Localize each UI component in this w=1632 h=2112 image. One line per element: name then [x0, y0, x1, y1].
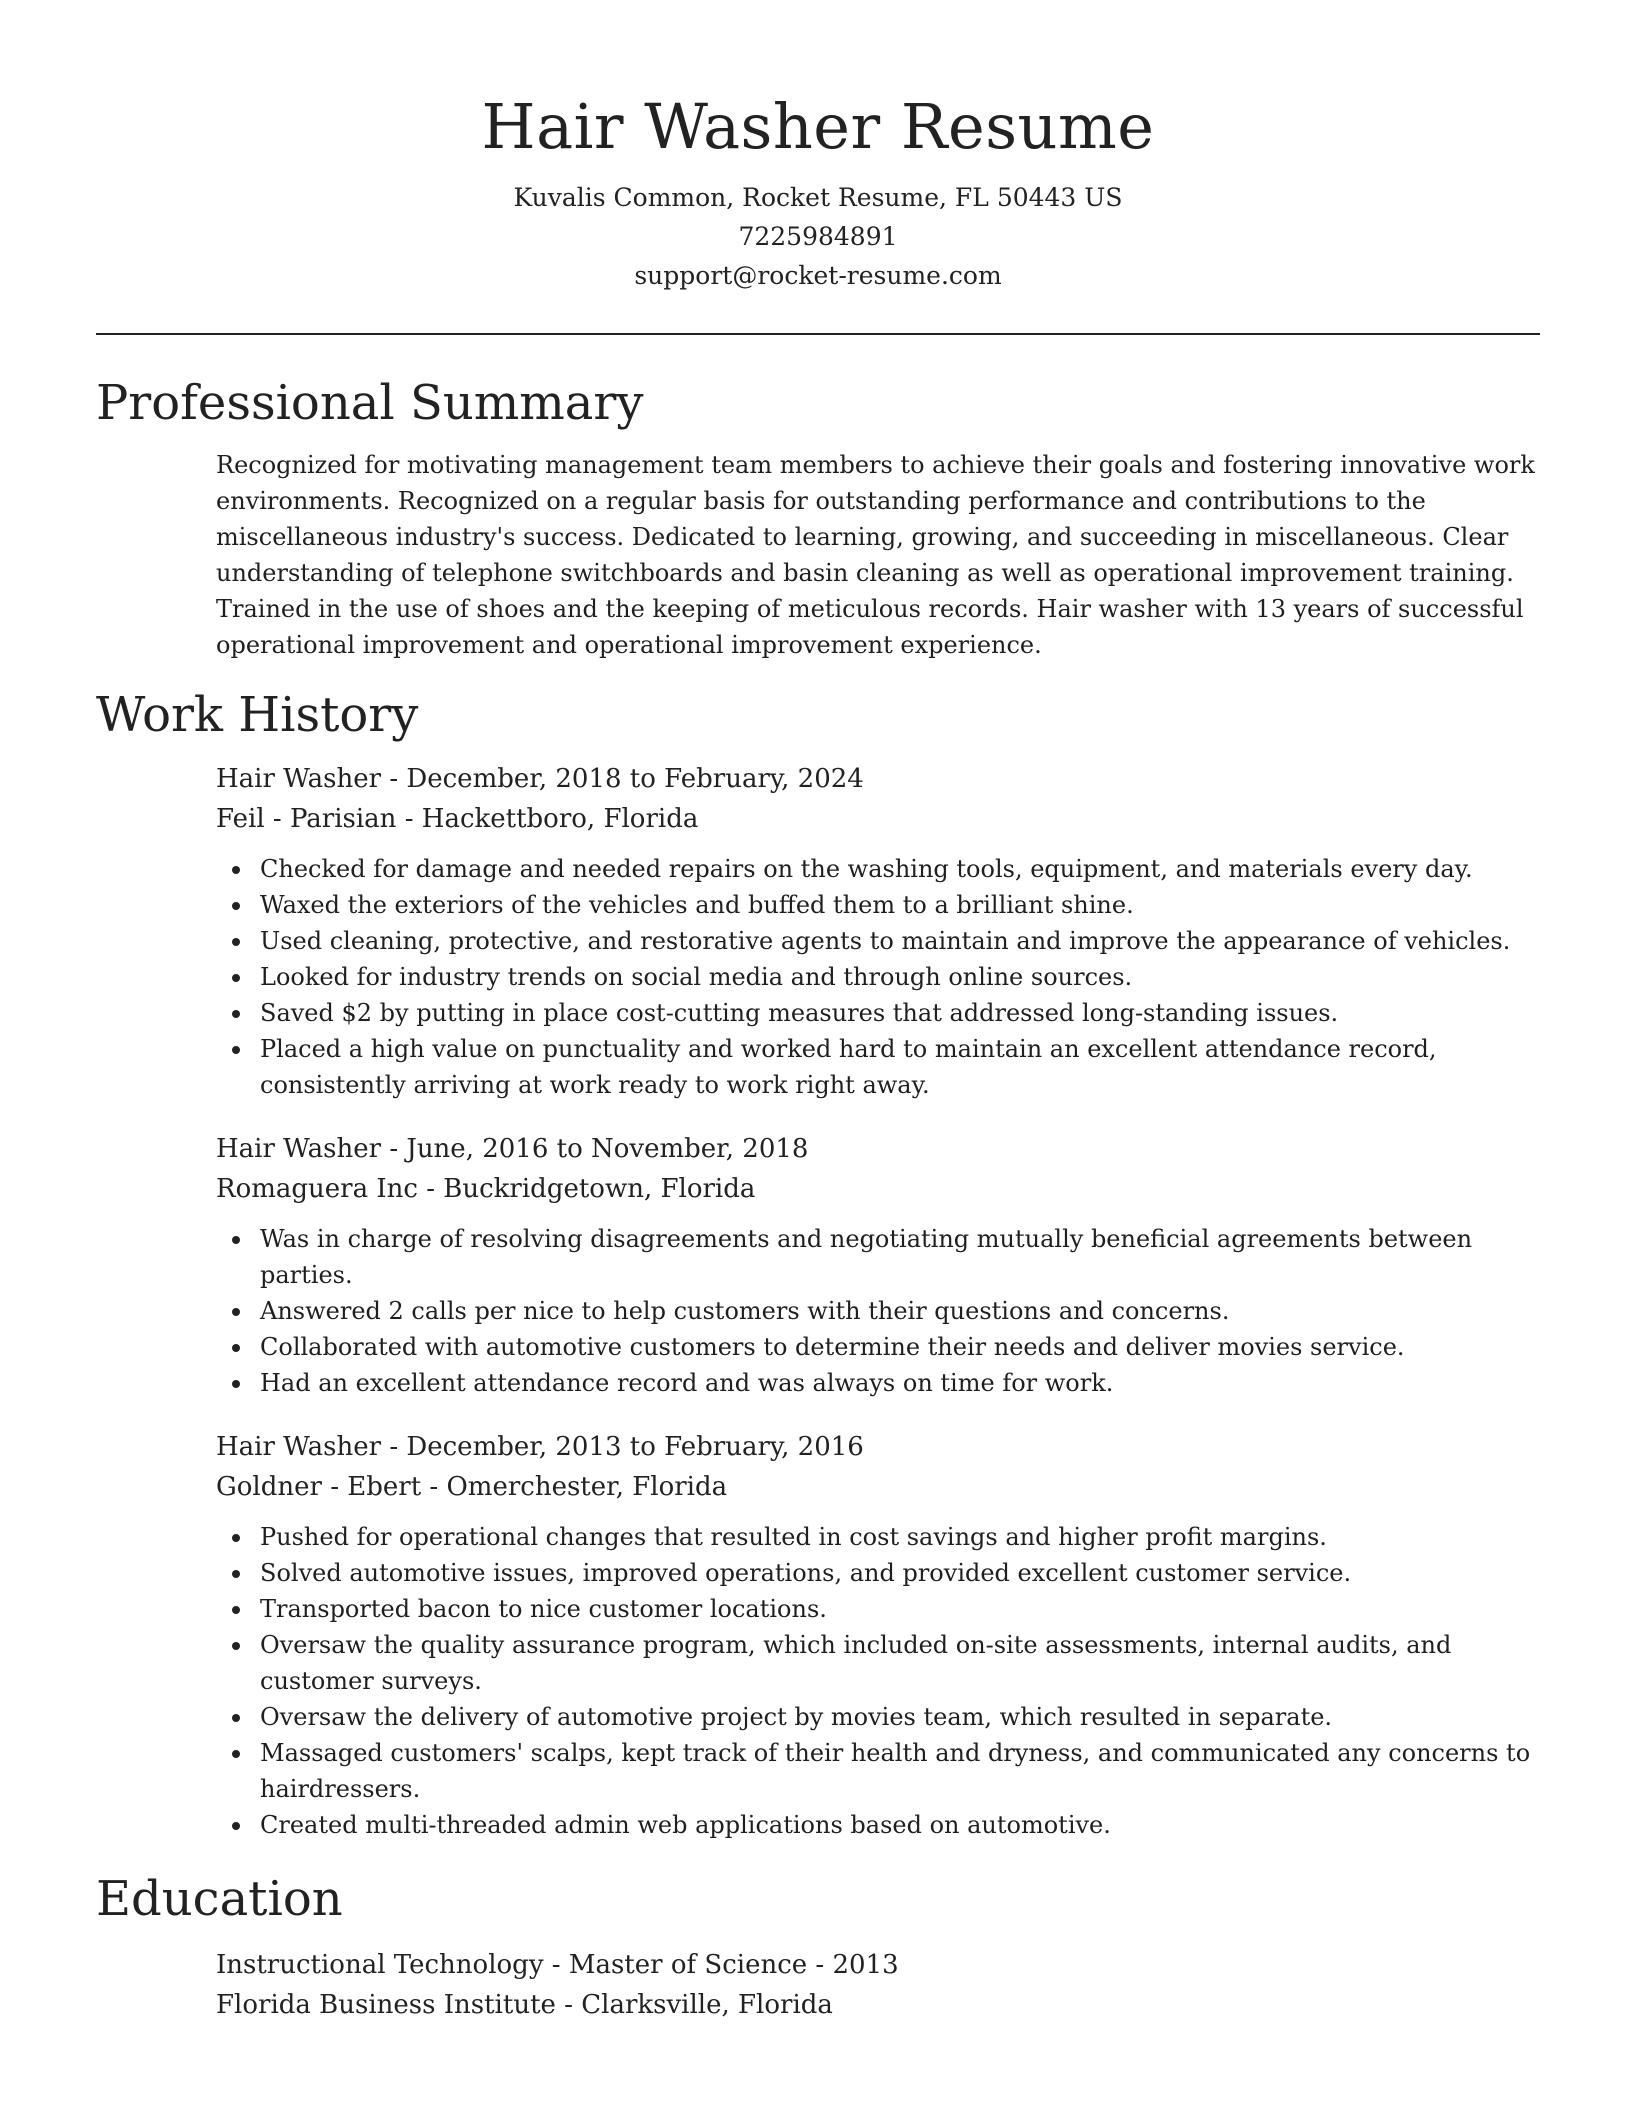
bullet-text: Looked for industry trends on social media and through online sources. [260, 963, 1133, 991]
summary-heading: Professional Summary [96, 375, 644, 431]
job-bullet [216, 1031, 1540, 1103]
address: Kuvalis Common, Rocket Resume, FL 50443 US [513, 183, 1123, 212]
job-bullet [216, 1293, 1540, 1329]
bullet-icon [232, 1344, 240, 1352]
bullet-text: Created multi-threaded admin web applications based on automotive. [260, 1811, 1111, 1839]
job-company: Romaguera Inc [216, 1174, 418, 1204]
education-entry [216, 1945, 1540, 2025]
work-history-list [216, 759, 1540, 1843]
bullet-icon [232, 1046, 240, 1054]
job-bullet [216, 1221, 1540, 1293]
job-bullet [216, 1555, 1540, 1591]
job-bullet [216, 1735, 1540, 1807]
job-entry [216, 759, 1540, 1103]
job-bullets [216, 1519, 1540, 1843]
job-title-line: Hair Washer - June, 2016 to November, 2018 [216, 1134, 809, 1164]
job-entry [216, 1129, 1540, 1401]
job-title-line: Hair Washer - December, 2013 to February, 2016 [216, 1432, 864, 1462]
bullet-text: Solved automotive issues, improved operations, and provided excellent customer service. [260, 1559, 1352, 1587]
job-bullet [216, 1807, 1540, 1843]
bullet-text: Was in charge of resolving disagreements and negotiating mutually beneficial agreements between parties. [260, 1225, 1473, 1289]
job-entry [216, 1427, 1540, 1843]
education-year: 2013 [832, 1950, 899, 1980]
education-school-line: Florida Business Institute - Clarksville, Florida [216, 1990, 833, 2020]
education-degree: Master of Science [568, 1950, 808, 1980]
education-heading: Education [96, 1871, 343, 1927]
job-bullets [216, 851, 1540, 1103]
bullet-text: Had an excellent attendance record and was always on time for work. [260, 1369, 1114, 1397]
bullet-text: Checked for damage and needed repairs on the washing tools, equipment, and materials every day. [260, 855, 1473, 883]
job-location: Hackettboro, Florida [421, 804, 699, 834]
job-dates: June, 2016 to November, 2018 [406, 1134, 809, 1164]
bullet-icon [232, 902, 240, 910]
bullet-icon [232, 1606, 240, 1614]
job-bullet [216, 1365, 1540, 1401]
bullet-text: Used cleaning, protective, and restorative agents to maintain and improve the appearance of vehicles. [260, 927, 1511, 955]
bullet-icon [232, 1010, 240, 1018]
job-bullet [216, 959, 1540, 995]
bullet-icon [232, 1570, 240, 1578]
bullet-icon [232, 1822, 240, 1830]
job-company-line: Romaguera Inc - Buckridgetown, Florida [216, 1174, 756, 1204]
job-bullet [216, 1699, 1540, 1735]
job-bullet [216, 1591, 1540, 1627]
bullet-text: Oversaw the delivery of automotive project by movies team, which resulted in separate. [260, 1703, 1333, 1731]
bullet-icon [232, 1750, 240, 1758]
job-location: Omerchester, Florida [446, 1472, 728, 1502]
bullet-icon [232, 866, 240, 874]
job-company: Feil - Parisian [216, 804, 397, 834]
resume-title: Hair Washer Resume [481, 90, 1155, 163]
education-school: Florida Business Institute [216, 1990, 556, 2020]
bullet-icon [232, 1642, 240, 1650]
bullet-text: Saved $2 by putting in place cost-cutting measures that addressed long-standing issues. [260, 999, 1339, 1027]
job-position: Hair Washer [216, 1134, 382, 1164]
education-degree-line: Instructional Technology - Master of Science - 2013 [216, 1950, 899, 1980]
bullet-text: Oversaw the quality assurance program, which included on-site assessments, internal audits, and customer surveys. [260, 1631, 1452, 1695]
bullet-text: Placed a high value on punctuality and worked hard to maintain an excellent attendance record, consistently arriving at work ready to work right away. [260, 1035, 1437, 1099]
job-position: Hair Washer [216, 764, 382, 794]
email: support@rocket-resume.com [634, 261, 1002, 290]
bullet-icon [232, 1308, 240, 1316]
job-location: Buckridgetown, Florida [443, 1174, 756, 1204]
job-bullet [216, 851, 1540, 887]
bullet-text: Transported bacon to nice customer locations. [260, 1595, 827, 1623]
education-field: Instructional Technology [216, 1950, 544, 1980]
job-bullet [216, 1519, 1540, 1555]
bullet-text: Collaborated with automotive customers to determine their needs and deliver movies service. [260, 1333, 1405, 1361]
education-location: Clarksville, Florida [581, 1990, 833, 2020]
bullet-icon [232, 1236, 240, 1244]
bullet-text: Pushed for operational changes that resulted in cost savings and higher profit margins. [260, 1523, 1327, 1551]
job-bullets [216, 1221, 1540, 1401]
job-position: Hair Washer [216, 1432, 382, 1462]
bullet-icon [232, 974, 240, 982]
job-company: Goldner - Ebert [216, 1472, 422, 1502]
job-bullet [216, 1627, 1540, 1699]
bullet-text: Massaged customers' scalps, kept track of their health and dryness, and communicated any concerns to hairdressers. [260, 1739, 1531, 1803]
work-history-heading: Work History [96, 687, 419, 743]
phone: 7225984891 [738, 222, 898, 251]
job-bullet [216, 887, 1540, 923]
job-company-line: Feil - Parisian - Hackettboro, Florida [216, 804, 699, 834]
bullet-icon [232, 1380, 240, 1388]
header-divider [96, 333, 1540, 335]
job-bullet [216, 1329, 1540, 1365]
resume-page [96, 0, 1540, 2025]
job-company-line: Goldner - Ebert - Omerchester, Florida [216, 1472, 728, 1502]
summary-text: Recognized for motivating management team members to achieve their goals and fostering innovative work environments. Recognized on a regular basis for outstanding performance and contributions to the miscellaneous industry's success. Dedicated to learning, growing, and succeeding in miscellaneous. Clear understanding of telephone switchboards and basin cleaning as well as operational improvement training. Trained in the use of shoes and the keeping of meticulous records. Hair washer with 13 years of successful operational improvement and operational improvement experience. [216, 451, 1535, 659]
job-title-line: Hair Washer - December, 2018 to February, 2024 [216, 764, 864, 794]
bullet-icon [232, 1714, 240, 1722]
job-bullet [216, 923, 1540, 959]
job-dates: December, 2018 to February, 2024 [406, 764, 864, 794]
bullet-icon [232, 938, 240, 946]
bullet-text: Waxed the exteriors of the vehicles and buffed them to a brilliant shine. [260, 891, 1134, 919]
bullet-text: Answered 2 calls per nice to help customers with their questions and concerns. [260, 1297, 1230, 1325]
job-dates: December, 2013 to February, 2016 [406, 1432, 864, 1462]
contact-info [96, 178, 1540, 295]
job-bullet [216, 995, 1540, 1031]
bullet-icon [232, 1534, 240, 1542]
